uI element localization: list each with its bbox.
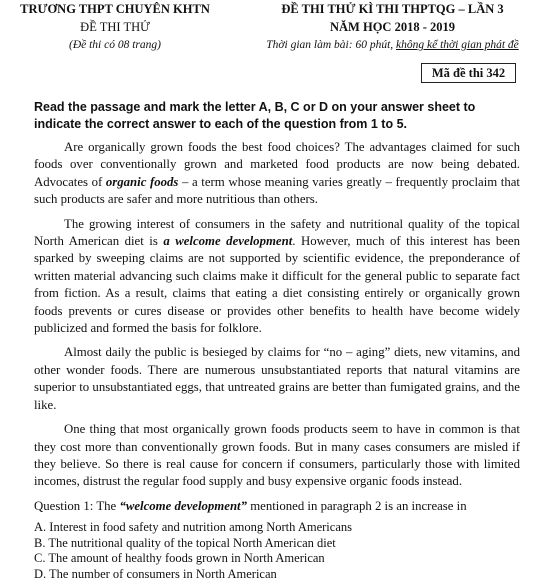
time-label: Thời gian làm bài: 60 phút, xyxy=(266,39,397,51)
p1-highlight: organic foods xyxy=(105,174,179,189)
question-1-suffix: mentioned in paragraph 2 is an increase in xyxy=(247,498,467,513)
school-name: TRƯƠNG THPT CHUYÊN KHTN xyxy=(20,2,210,16)
option-a: A. Interest in food safety and nutrition among North Americans xyxy=(34,520,352,535)
p2-highlight: a welcome development xyxy=(163,234,293,249)
header-left xyxy=(0,0,230,54)
option-c: C. The amount of healthy foods grown in North American xyxy=(34,551,325,566)
question-1-prefix: Question 1: The xyxy=(34,498,120,513)
school-year: NĂM HỌC 2018 - 2019 xyxy=(330,20,455,34)
option-b: B. The nutritional quality of the topical North American diet xyxy=(34,535,336,550)
p1-text-c: – a term whose meaning varies greatly – frequently proclaim that such products are safer and more nutritious than others. xyxy=(34,174,520,207)
section-instruction: Read the passage and mark the letter A, B, C or D on your answer sheet to indicate the correct answer to each of the question from 1 to 5. xyxy=(34,100,476,131)
question-1-phrase: “welcome development” xyxy=(119,498,248,513)
reading-passage xyxy=(34,139,520,583)
exam-title: ĐỀ THI THỬ KÌ THI THPTQG – LẦN 3 xyxy=(281,2,504,16)
paragraph-1 xyxy=(34,139,520,209)
option-d: D. The number of consumers in North American xyxy=(34,566,277,581)
exam-type: ĐỀ THI THỬ xyxy=(80,20,150,34)
paragraph-3: Almost daily the public is besieged by claims for “no – aging” diets, new vitamins, and other wonder foods. There are numerous unsubstantiated reports that natural vitamins are superior to unsubstantiated eggs, that untreated grains are better than fumigated grains, and the like. xyxy=(34,345,520,412)
paragraph-2 xyxy=(34,216,520,338)
p2-text-a: The growing interest of consumers in the safety and nutritional quality of the topical North American diet is xyxy=(34,216,520,249)
pages-note: (Đề thi có 08 trang) xyxy=(69,39,161,51)
paragraph-4: One thing that most organically grown foods products seem to have in common is that they cost more than conventionally grown foods. But in many cases consumers are misled if they believe. So there is real cause for concern if consumers, particularly those with limited incomes, distrust the regular food supply and busy expensive organic foods instead. xyxy=(34,422,520,489)
p2-text-c: . However, much of this interest has been sparked by sweeping claims are not supported by scientific evidence, the preponderance of written material advancing such claims make it difficult for the general public to separate fact from fiction. As a result, claims that eating a diet consisting entirely or organically grown foods prevents or cures disease or provides other benefits to health have become widely publicized and formed the basis for folklore. xyxy=(34,234,520,336)
time-info xyxy=(235,36,550,54)
exam-code-box: Mã đề thi 342 xyxy=(421,63,516,83)
time-note: không kể thời gian phát đề xyxy=(396,39,519,51)
header-right xyxy=(235,0,550,54)
question-1 xyxy=(34,498,520,515)
p1-text-a: Are organically grown foods the best food choices? The advantages claimed for such foods over conventionally grown and marketed food products are now being debated. Advocates of xyxy=(34,140,520,189)
